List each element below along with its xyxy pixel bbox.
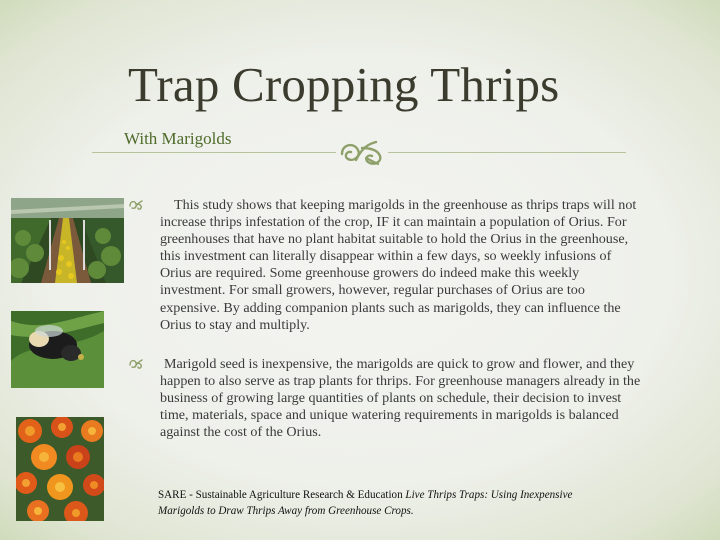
page-title: Trap Cropping Thrips: [128, 57, 560, 112]
title-divider-right: [388, 152, 626, 153]
greenhouse-marigold-rows-photo: [11, 198, 124, 283]
citation-title: Live Thrips Traps: Using Inexpensive Marigolds to Draw Thrips Away from Greenhouse Crops.: [158, 489, 573, 517]
bullet-text-1: This study shows that keeping marigolds in the greenhouse as thrips traps will not increase thrips infestation of the crop, IF it can maintain a population of Orius. For greenhouses that have no plant habitat suitable to hold the Orius in the greenhouse, this investment can literally disappear within a few days, so weekly infusions of Orius are required. Some greenhouse growers do indeed make this weekly investment. For small growers, however, regular purchases of Orius are too expensive. By adding companion plants such as marigolds, they can influence the Orius to stay and multiply.: [160, 197, 637, 333]
fleuron-ornament-icon: [336, 136, 388, 168]
bullet-ornament-icon: [128, 198, 144, 212]
citation: [158, 488, 598, 519]
citation-source: SARE - Sustainable Agriculture Research & Education: [158, 489, 403, 501]
page-subtitle: With Marigolds: [124, 129, 232, 148]
orange-marigold-flowers-photo: [16, 417, 104, 521]
title-divider-left: [92, 152, 336, 153]
bullet-paragraph-1: [160, 197, 646, 334]
bullet-paragraph-2: [160, 356, 646, 441]
bumblebee-on-leaf-photo: [11, 311, 104, 388]
bullet-ornament-icon: [128, 357, 144, 371]
bullet-text-2: Marigold seed is inexpensive, the marigolds are quick to grow and flower, and they happen to also serve as trap plants for thrips. For greenhouse managers already in the business of growing large quantities of plants on schedule, their decision to invest time, materials, space and unique watering requirements in marigolds is balanced against the cost of the Orius.: [160, 356, 641, 441]
